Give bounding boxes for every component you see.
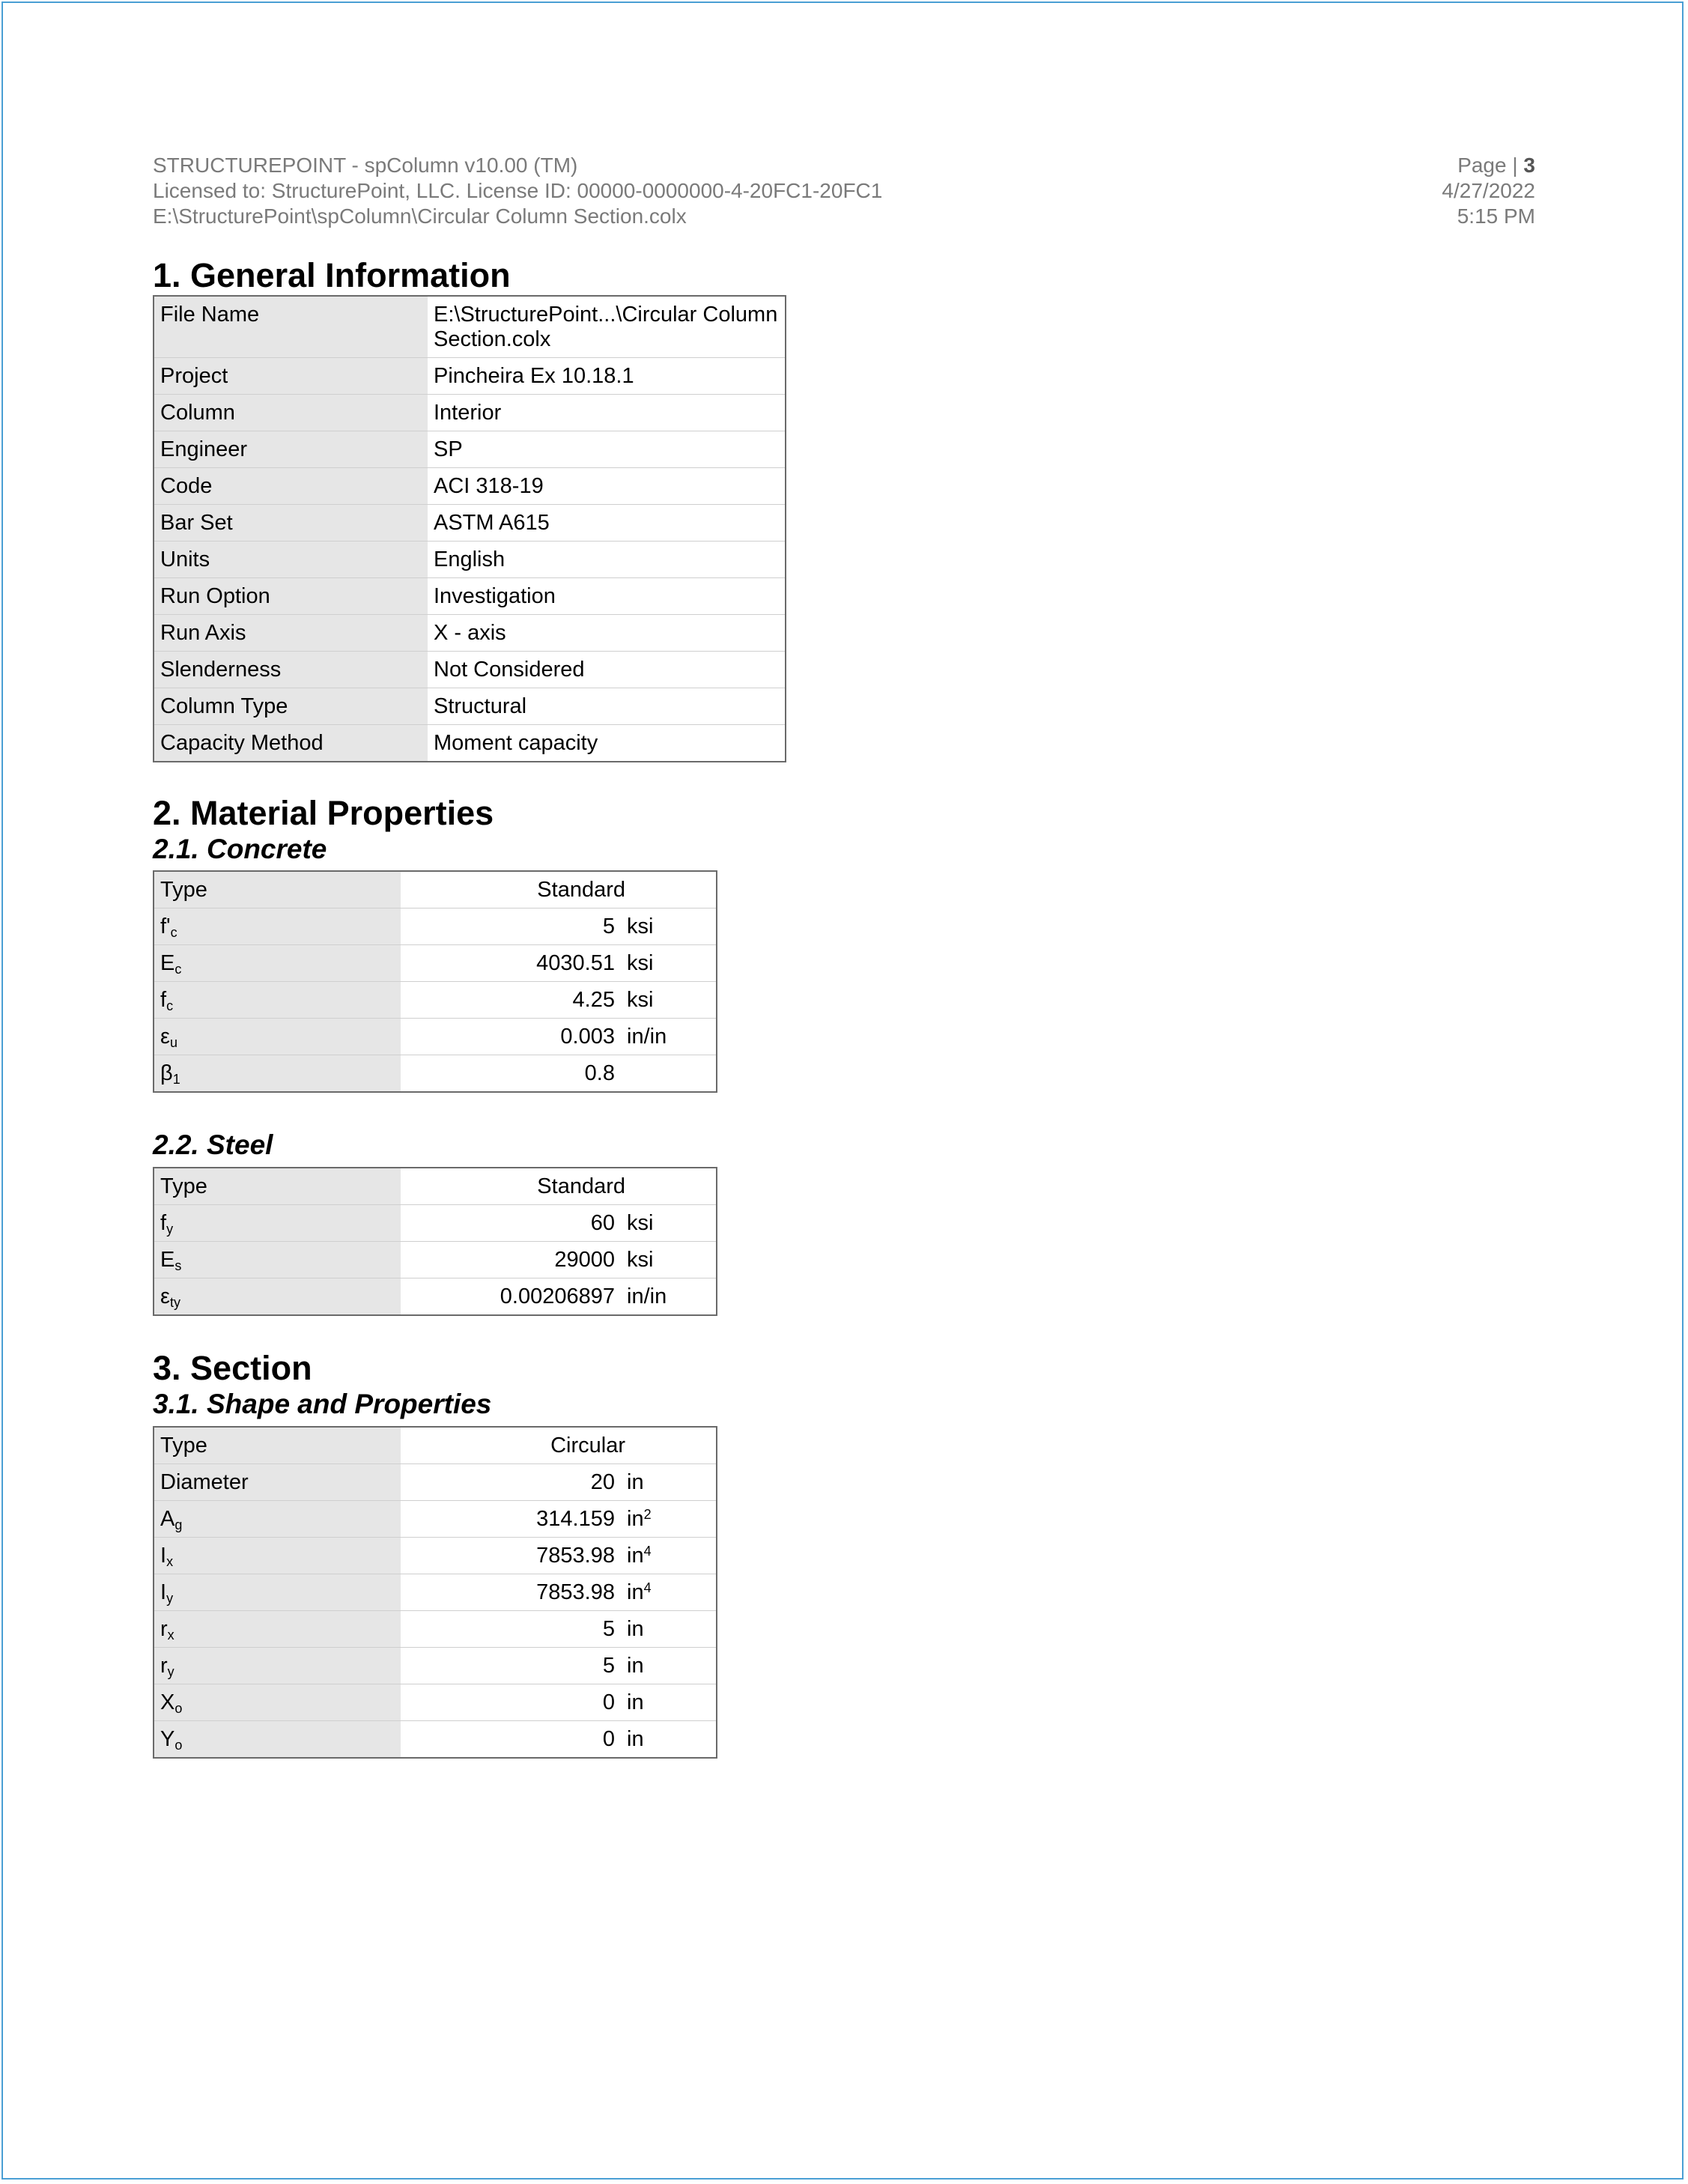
- table-row: [154, 1055, 717, 1093]
- row-unit: [625, 1427, 717, 1464]
- row-value: 29000: [401, 1242, 625, 1278]
- table-row: [154, 871, 717, 909]
- table-row: [154, 909, 717, 945]
- row-label: Diameter: [154, 1464, 401, 1501]
- row-label: [154, 1538, 401, 1574]
- subscript: x: [167, 1628, 174, 1642]
- row-label: [154, 1574, 401, 1611]
- row-label: Capacity Method: [154, 724, 428, 762]
- row-value: 5: [401, 909, 625, 945]
- row-value: 4030.51: [401, 945, 625, 982]
- subscript: ty: [169, 1295, 180, 1310]
- table-row: [154, 357, 786, 394]
- page-indicator: [1442, 153, 1535, 178]
- row-unit: ksi: [625, 909, 717, 945]
- subscript: u: [169, 1035, 177, 1050]
- row-label: [154, 982, 401, 1019]
- symbol: β: [160, 1061, 173, 1085]
- file-path: E:\StructurePoint\spColumn\Circular Column Section.colx: [153, 204, 687, 228]
- table-row: [154, 724, 786, 762]
- row-unit: [625, 871, 717, 909]
- table-row: [154, 296, 786, 357]
- row-unit: [625, 1055, 717, 1093]
- symbol: I: [160, 1544, 167, 1568]
- subscript: y: [166, 1222, 174, 1237]
- symbol: f: [160, 1211, 167, 1235]
- row-label: [154, 945, 401, 982]
- row-unit: in: [625, 1464, 717, 1501]
- row-label: Units: [154, 541, 428, 577]
- row-value: 0.003: [401, 1019, 625, 1055]
- table-row: [154, 1464, 717, 1501]
- row-value: X - axis: [428, 614, 786, 651]
- row-unit: [625, 1501, 717, 1538]
- row-label: Column: [154, 394, 428, 431]
- symbol: E: [160, 951, 175, 975]
- row-label: Code: [154, 467, 428, 504]
- subscript: g: [174, 1517, 183, 1532]
- row-value: Circular: [401, 1427, 625, 1464]
- row-label: [154, 1278, 401, 1316]
- table-row: [154, 1648, 717, 1684]
- symbol: f': [160, 914, 171, 938]
- row-label: [154, 909, 401, 945]
- row-label: Column Type: [154, 688, 428, 724]
- table-row: [154, 541, 786, 577]
- concrete-table: [153, 870, 717, 1093]
- general-info-table: [153, 295, 786, 762]
- page-prefix: Page |: [1457, 154, 1524, 177]
- license-info: Licensed to: StructurePoint, LLC. License ID: 00000-0000000-4-20FC1-20FC1: [153, 179, 883, 202]
- row-label: [154, 1242, 401, 1278]
- symbol: E: [160, 1248, 175, 1272]
- row-label: [154, 1611, 401, 1648]
- table-row: [154, 1242, 717, 1278]
- concrete-heading: 2.1. Concrete: [153, 834, 327, 864]
- row-label: Run Axis: [154, 614, 428, 651]
- row-value: Standard: [401, 1168, 625, 1205]
- subscript: y: [166, 1591, 174, 1606]
- row-value: 7853.98: [401, 1574, 625, 1611]
- row-label: [154, 1205, 401, 1242]
- material-properties-heading: 2. Material Properties: [153, 794, 494, 832]
- row-value: 0: [401, 1684, 625, 1721]
- row-label: Type: [154, 1427, 401, 1464]
- row-value: 4.25: [401, 982, 625, 1019]
- table-row: [154, 945, 717, 982]
- unit-base: in: [627, 1507, 644, 1531]
- unit-base: in: [627, 1690, 644, 1714]
- subscript: x: [166, 1554, 174, 1569]
- symbol: r: [160, 1617, 168, 1641]
- row-value: 314.159: [401, 1501, 625, 1538]
- row-label: Type: [154, 871, 401, 909]
- row-label: [154, 1019, 401, 1055]
- report-date: 4/27/2022: [1442, 179, 1535, 202]
- table-row: [154, 394, 786, 431]
- subscript: o: [174, 1701, 183, 1716]
- symbol: f: [160, 988, 167, 1012]
- row-unit: [625, 1574, 717, 1611]
- row-value: ASTM A615: [428, 504, 786, 541]
- row-label: Slenderness: [154, 651, 428, 688]
- row-label: Engineer: [154, 431, 428, 467]
- unit-base: in: [627, 1580, 644, 1604]
- subscript: y: [167, 1664, 174, 1679]
- row-value: SP: [428, 431, 786, 467]
- subscript: 1: [172, 1072, 180, 1087]
- table-row: [154, 1611, 717, 1648]
- row-label: [154, 1055, 401, 1093]
- row-unit: ksi: [625, 1205, 717, 1242]
- row-value: 60: [401, 1205, 625, 1242]
- report-page: [1, 1, 1684, 2180]
- row-value: Moment capacity: [428, 724, 786, 762]
- unit-power: 2: [643, 1507, 652, 1522]
- subscript: c: [174, 962, 182, 977]
- table-row: [154, 1278, 717, 1316]
- shape-properties-heading: 3.1. Shape and Properties: [153, 1389, 492, 1419]
- table-row: [154, 651, 786, 688]
- row-label: [154, 1721, 401, 1759]
- row-unit: ksi: [625, 982, 717, 1019]
- row-value: Pincheira Ex 10.18.1: [428, 357, 786, 394]
- row-unit: [625, 1168, 717, 1205]
- row-value: 0.8: [401, 1055, 625, 1093]
- table-row: [154, 467, 786, 504]
- row-unit: [625, 1684, 717, 1721]
- row-value: Structural: [428, 688, 786, 724]
- table-row: [154, 1574, 717, 1611]
- table-row: [154, 688, 786, 724]
- row-value: 0: [401, 1721, 625, 1759]
- table-row: [154, 1427, 717, 1464]
- unit-base: in: [627, 1544, 644, 1568]
- steel-heading: 2.2. Steel: [153, 1129, 273, 1160]
- table-row: [154, 1019, 717, 1055]
- row-unit: ksi: [625, 945, 717, 982]
- row-value: E:\StructurePoint...\Circular Column Section.colx: [428, 296, 786, 357]
- unit-base: in: [627, 1727, 644, 1751]
- unit-power: 4: [643, 1544, 652, 1559]
- symbol: ε: [160, 1284, 170, 1308]
- table-row: [154, 1205, 717, 1242]
- report-header-left: [153, 153, 882, 229]
- row-unit: [625, 1538, 717, 1574]
- subscript: s: [174, 1258, 182, 1273]
- symbol: A: [160, 1507, 175, 1531]
- table-row: [154, 1684, 717, 1721]
- row-label: Type: [154, 1168, 401, 1205]
- row-value: 5: [401, 1648, 625, 1684]
- row-label: Project: [154, 357, 428, 394]
- symbol: ε: [160, 1025, 170, 1049]
- symbol: r: [160, 1654, 168, 1678]
- row-label: File Name: [154, 296, 428, 357]
- page-number: 3: [1523, 154, 1535, 177]
- unit-base: in: [627, 1617, 644, 1641]
- row-label: Bar Set: [154, 504, 428, 541]
- shape-properties-table: [153, 1426, 717, 1759]
- row-value: Standard: [401, 871, 625, 909]
- table-row: [154, 504, 786, 541]
- row-value: 20: [401, 1464, 625, 1501]
- row-unit: [625, 1648, 717, 1684]
- row-value: 5: [401, 1611, 625, 1648]
- row-value: 7853.98: [401, 1538, 625, 1574]
- table-row: [154, 614, 786, 651]
- row-label: [154, 1648, 401, 1684]
- row-label: Run Option: [154, 577, 428, 614]
- subscript: c: [166, 998, 174, 1013]
- row-unit: ksi: [625, 1242, 717, 1278]
- table-row: [154, 1721, 717, 1759]
- row-label: [154, 1501, 401, 1538]
- program-name: STRUCTUREPOINT - spColumn v10.00 (TM): [153, 154, 578, 177]
- steel-table: [153, 1167, 717, 1316]
- row-unit: [625, 1721, 717, 1759]
- report-time: 5:15 PM: [1457, 204, 1535, 228]
- table-row: [154, 982, 717, 1019]
- report-header-right: [1442, 153, 1535, 229]
- row-value: Not Considered: [428, 651, 786, 688]
- subscript: c: [170, 925, 177, 940]
- subscript: o: [174, 1738, 183, 1753]
- table-row: [154, 431, 786, 467]
- unit-base: in: [627, 1654, 644, 1678]
- section-heading: 3. Section: [153, 1349, 312, 1387]
- general-info-heading: 1. General Information: [153, 256, 511, 294]
- symbol: I: [160, 1580, 167, 1604]
- table-row: [154, 577, 786, 614]
- row-value: Interior: [428, 394, 786, 431]
- symbol: Y: [160, 1727, 175, 1751]
- unit-power: 4: [643, 1580, 652, 1595]
- row-value: 0.00206897: [401, 1278, 625, 1316]
- row-value: ACI 318-19: [428, 467, 786, 504]
- row-value: Investigation: [428, 577, 786, 614]
- row-label: [154, 1684, 401, 1721]
- row-unit: in/in: [625, 1278, 717, 1316]
- table-row: [154, 1168, 717, 1205]
- table-row: [154, 1501, 717, 1538]
- row-value: English: [428, 541, 786, 577]
- table-row: [154, 1538, 717, 1574]
- row-unit: [625, 1611, 717, 1648]
- symbol: X: [160, 1690, 175, 1714]
- row-unit: in/in: [625, 1019, 717, 1055]
